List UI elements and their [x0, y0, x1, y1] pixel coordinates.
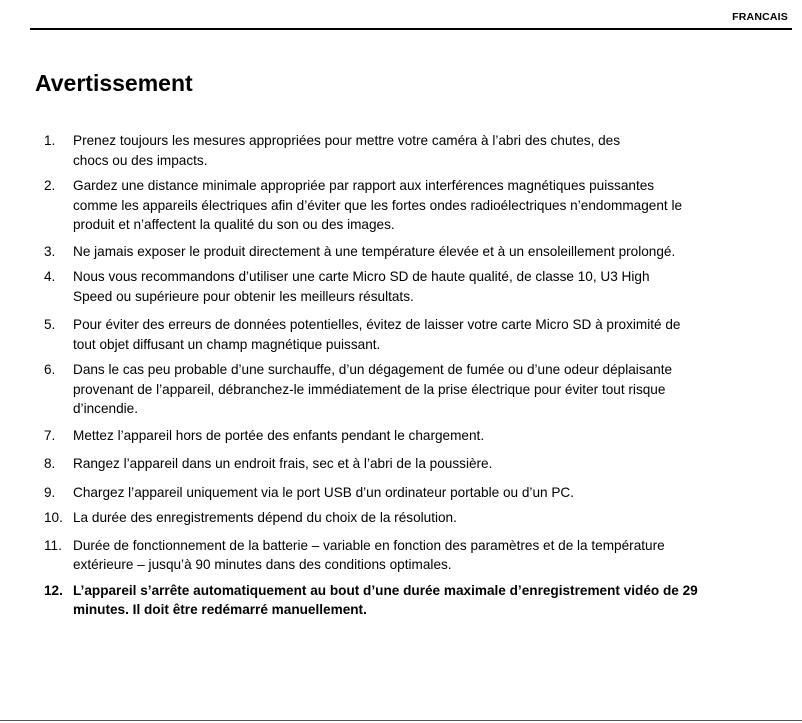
- item-number: 10.: [44, 510, 63, 525]
- list-item: [44, 267, 714, 306]
- item-text: Mettez l’appareil hors de portée des enfants pendant le chargement.: [73, 427, 485, 443]
- list-item: [44, 131, 714, 170]
- item-number: 8.: [44, 456, 56, 471]
- page-title: Avertissement: [35, 70, 193, 96]
- list-item: [44, 536, 714, 575]
- item-text: Chargez l’appareil uniquement via le port USB d’un ordinateur portable ou d’un PC.: [73, 484, 575, 500]
- header-divider: [30, 28, 792, 30]
- list-item: [44, 508, 714, 528]
- list-item: [44, 176, 714, 235]
- item-number: 3.: [44, 243, 56, 259]
- item-text: Dans le cas peu probable d’une surchauffe, d’un dégagement de fumée ou d’une odeur déplaisante provenant de l’appareil, débranchez-le immédiatement de la prise électrique pour éviter tout risque d’incendie.: [73, 362, 673, 416]
- item-text: L’appareil s’arrête automatiquement au bout d’une durée maximale d’enregistrement vidéo de 29 minutes. Il doit être redémarré manuellement.: [73, 582, 698, 617]
- list-item: [44, 581, 714, 620]
- item-text: Prenez toujours les mesures appropriées pour mettre votre caméra à l’abri des chutes, des chocs ou des impacts.: [73, 133, 621, 168]
- item-text: Gardez une distance minimale appropriée par rapport aux interférences magnétiques puissantes comme les appareils électriques afin d’éviter que les fortes ondes radioélectriques n’endommagent le produit et n’affectent la qualité du son ou des images.: [73, 178, 683, 232]
- footer-divider: [0, 720, 802, 721]
- item-number: 2.: [44, 178, 56, 193]
- item-number: 5.: [44, 317, 56, 332]
- item-text: Durée de fonctionnement de la batterie – variable en fonction des paramètres et de la température extérieure – jusqu’à 90 minutes dans des conditions optimales.: [73, 537, 665, 572]
- item-number: 4.: [44, 269, 56, 284]
- list-item: [44, 483, 714, 503]
- item-text: Pour éviter des erreurs de données potentielles, évitez de laisser votre carte Micro SD à proximité de tout objet diffusant un champ magnétique puissant.: [73, 317, 681, 352]
- item-number: 12.: [44, 582, 63, 598]
- list-item: [44, 315, 714, 354]
- list-item: [44, 242, 714, 262]
- item-text: Ne jamais exposer le produit directement à une température élevée et à un ensoleillement prolongé.: [73, 243, 676, 259]
- item-number: 1.: [44, 133, 56, 148]
- language-label: FRANCAIS: [732, 11, 788, 23]
- item-text: La durée des enregistrements dépend du choix de la résolution.: [73, 510, 457, 525]
- warning-list: [44, 131, 714, 620]
- list-item: [44, 426, 714, 446]
- item-number: 9.: [44, 484, 56, 500]
- list-item: [44, 454, 714, 474]
- item-text: Nous vous recommandons d’utiliser une carte Micro SD de haute qualité, de classe 10, U3 High Speed ou supérieure pour obtenir les meilleurs résultats.: [73, 269, 650, 304]
- item-number: 11.: [44, 537, 62, 553]
- item-number: 7.: [44, 427, 56, 443]
- item-text: Rangez l’appareil dans un endroit frais, sec et à l’abri de la poussière.: [73, 456, 493, 471]
- list-item: [44, 360, 714, 419]
- item-number: 6.: [44, 362, 56, 377]
